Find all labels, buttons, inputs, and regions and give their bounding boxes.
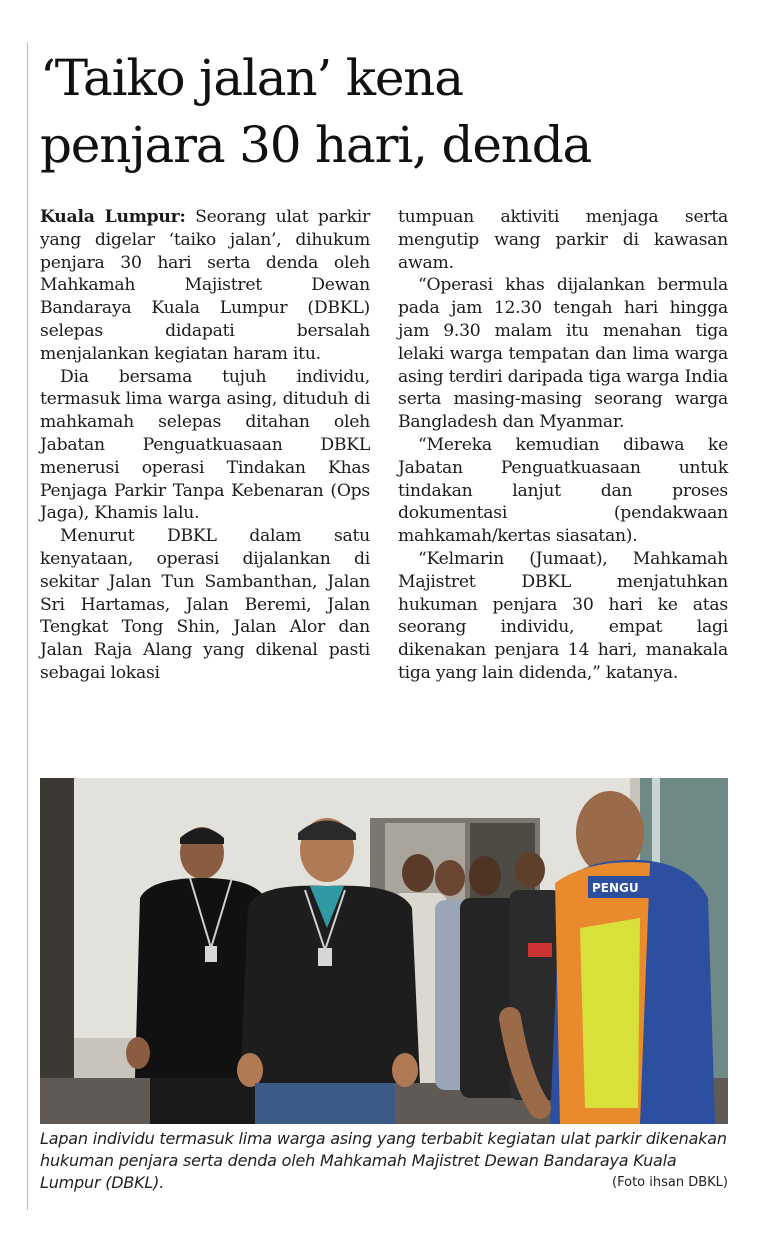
- headline: [40, 45, 740, 179]
- left-rule: [27, 42, 28, 1210]
- paragraph: Dia bersama tujuh individu, termasuk lima warga asing, dituduh di mahkamah selepas ditahan oleh Jabatan Penguatkuasaan DBKL menerusi operasi Tindakan Khas Penjaga Parkir Tanpa Kebenaran (Ops Jaga), Khamis lalu.: [40, 366, 370, 524]
- body-column-right: [398, 206, 728, 685]
- body-column-left: [40, 206, 370, 685]
- photo-credit: (Foto ihsan DBKL): [612, 1175, 728, 1190]
- paragraph: [40, 206, 370, 366]
- paragraph: tumpuan aktiviti menjaga serta mengutip wang parkir di kawasan awam.: [398, 207, 728, 273]
- headline-line-1: ‘Taiko jalan’ kena: [40, 49, 463, 107]
- photo-caption: Lapan individu termasuk lima warga asing yang terbabit kegiatan ulat parkir dikenakan hukuman penjara serta denda oleh Mahkamah Majistret Dewan Bandaraya Kuala Lumpur (DBKL).: [40, 1129, 727, 1192]
- dateline: Kuala Lumpur:: [40, 207, 186, 227]
- news-photo: [40, 778, 728, 1124]
- paragraph: “Mereka kemudian dibawa ke Jabatan Penguatkuasaan untuk tindakan lanjut dan proses dokumentasi (pendakwaan mahkamah/kertas siasatan).: [398, 434, 728, 547]
- paragraph: Menurut DBKL dalam satu kenyataan, operasi dijalankan di sekitar Jalan Tun Sambanthan, Jalan Sri Hartamas, Jalan Beremi, Jalan Tengkat Tong Shin, Jalan Alor dan Jalan Raja Alang yang dikenal pasti sebagai lokasi: [40, 526, 370, 683]
- headline-line-2: penjara 30 hari, denda: [40, 116, 592, 174]
- vest-label: PENGU: [592, 881, 639, 895]
- paragraph: “Operasi khas dijalankan bermula pada jam 12.30 tengah hari hingga jam 9.30 malam itu menahan tiga lelaki warga tempatan dan lima warga asing terdiri daripada tiga warga India serta masing-masing seorang warga Bangladesh dan Myanmar.: [398, 275, 728, 433]
- paragraph: “Kelmarin (Jumaat), Mahkamah Majistret DBKL menjatuhkan hukuman penjara 30 hari ke atas seorang individu, empat lagi dikenakan penjara 14 hari, manakala tiga yang lain didenda,” katanya.: [398, 548, 728, 683]
- paragraph-text: Seorang ulat parkir yang digelar ‘taiko jalan’, dihukum penjara 30 hari serta denda oleh Mahkamah Majistret Dewan Bandaraya Kuala Lumpur (DBKL) selepas didapati bersalah menjalankan kegiatan haram itu.: [40, 207, 370, 364]
